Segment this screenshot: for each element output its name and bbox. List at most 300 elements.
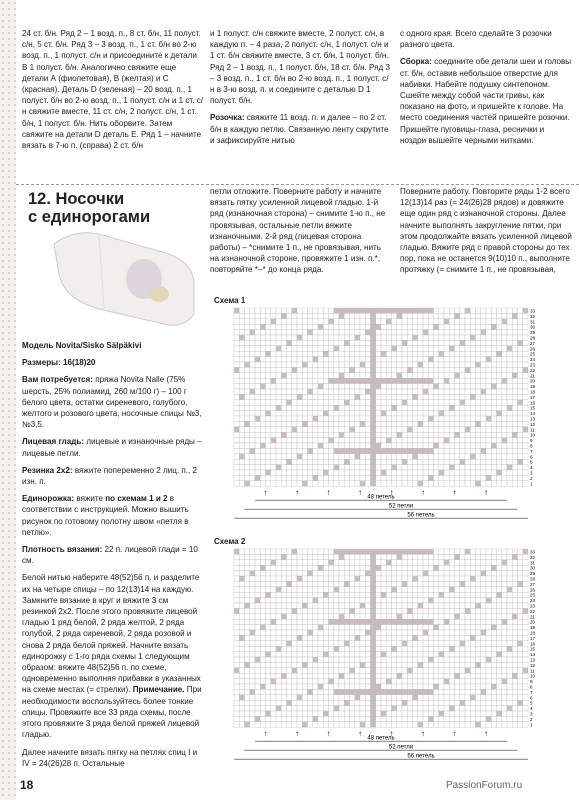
chart-cell	[449, 394, 454, 399]
chart-cell	[455, 549, 460, 554]
chart-cell	[512, 465, 517, 470]
chart-cell	[386, 335, 391, 340]
chart-cell	[381, 662, 386, 667]
chart-cell	[266, 700, 271, 705]
chart-cell	[465, 641, 470, 646]
chart-cell	[239, 635, 244, 640]
chart-cell	[234, 608, 239, 613]
chart-cell	[271, 330, 276, 335]
chart-cell	[318, 427, 323, 432]
chart-cell	[512, 421, 517, 426]
chart-cell	[481, 324, 486, 329]
chart-cell	[302, 465, 307, 470]
chart-cell	[250, 554, 255, 559]
chart-cell	[376, 346, 381, 351]
chart-cell	[234, 700, 239, 705]
label: Плотность вязания:	[22, 545, 103, 555]
chart-cell	[323, 308, 328, 313]
row-number: 32	[530, 554, 536, 560]
chart-cell	[507, 346, 512, 351]
chart-cell	[470, 662, 475, 667]
chart-cell	[507, 470, 512, 475]
chart-cell	[497, 351, 502, 356]
chart-cell	[512, 416, 517, 421]
chart-cell	[449, 625, 454, 630]
chart-cell	[397, 335, 402, 340]
chart-cell	[444, 308, 449, 313]
chart-cell	[292, 673, 297, 678]
chart-cell	[523, 695, 528, 700]
chart-cell	[260, 630, 265, 635]
chart-cell	[234, 652, 239, 657]
chart-cell	[255, 470, 260, 475]
chart-cell	[350, 427, 355, 432]
chart-cell	[507, 384, 512, 389]
chart-cell	[250, 389, 255, 394]
chart-cell	[423, 711, 428, 716]
chart-cell	[308, 554, 313, 559]
chart-cell	[486, 565, 491, 570]
chart-cell	[423, 668, 428, 673]
chart-cell	[465, 313, 470, 318]
chart-cell	[344, 416, 349, 421]
chart-cell	[323, 421, 328, 426]
chart-cell	[465, 421, 470, 426]
chart-cell	[365, 324, 370, 329]
chart-cell	[250, 679, 255, 684]
chart-cell	[355, 330, 360, 335]
chart-cell	[386, 448, 391, 453]
chart-cell	[507, 335, 512, 340]
chart-cell	[381, 448, 386, 453]
chart-cell	[302, 411, 307, 416]
chart-cell	[518, 432, 523, 437]
chart-cell	[350, 367, 355, 372]
chart-cell	[455, 646, 460, 651]
chart-cell	[302, 475, 307, 480]
chart-cell	[486, 587, 491, 592]
chart-cell	[371, 459, 376, 464]
chart-cell	[413, 571, 418, 576]
chart-cell	[397, 465, 402, 470]
chart-cell	[292, 587, 297, 592]
chart-cell	[297, 608, 302, 613]
chart-cell	[271, 335, 276, 340]
chart-cell	[350, 394, 355, 399]
row-number: 33	[530, 549, 536, 555]
chart-cell	[360, 313, 365, 318]
chart-cell	[407, 630, 412, 635]
chart-cell	[386, 405, 391, 410]
chart-cell	[423, 598, 428, 603]
chart-cell	[481, 313, 486, 318]
chart-cell	[250, 346, 255, 351]
chart-cell	[439, 722, 444, 727]
chart-cell	[465, 459, 470, 464]
chart-cell	[318, 684, 323, 689]
chart-cell	[407, 625, 412, 630]
chart-cell	[339, 346, 344, 351]
chart-cell	[413, 630, 418, 635]
chart-cell	[523, 565, 528, 570]
chart-cell	[334, 362, 339, 367]
chart-cell	[281, 554, 286, 559]
chart-cell	[239, 695, 244, 700]
chart-cell	[302, 421, 307, 426]
chart-cell	[470, 679, 475, 684]
row-number: 8	[530, 684, 533, 690]
chart-cell	[418, 384, 423, 389]
chart-cell	[281, 668, 286, 673]
chart-cell	[491, 576, 496, 581]
chart-cell	[476, 571, 481, 576]
chart-cell	[481, 646, 486, 651]
chart-cell	[444, 625, 449, 630]
chart-cell	[392, 625, 397, 630]
chart-cell	[271, 652, 276, 657]
chart-cell	[323, 330, 328, 335]
chart-cell	[449, 421, 454, 426]
chart-cell	[470, 438, 475, 443]
chart-cell	[486, 324, 491, 329]
chart-cell	[376, 657, 381, 662]
chart-cell	[329, 592, 334, 597]
chart-cell	[392, 581, 397, 586]
chart-cell	[470, 427, 475, 432]
chart-cell	[334, 351, 339, 356]
chart-cell	[460, 706, 465, 711]
chart-cell	[439, 475, 444, 480]
chart-cell	[428, 571, 433, 576]
row-number: 24	[530, 598, 536, 604]
chart-cell	[502, 619, 507, 624]
chart-cell	[297, 459, 302, 464]
chart-cell	[512, 635, 517, 640]
chart-cell	[234, 598, 239, 603]
chart-cell	[470, 614, 475, 619]
main-paragraph	[22, 572, 204, 740]
chart-cell	[344, 459, 349, 464]
chart-cell	[287, 308, 292, 313]
chart-cell	[481, 481, 486, 486]
chart-cell	[287, 619, 292, 624]
chart-cell	[465, 351, 470, 356]
chart-cell	[329, 405, 334, 410]
chart-cell	[350, 416, 355, 421]
chart-cell	[428, 668, 433, 673]
chart-cell	[491, 716, 496, 721]
chart-cell	[344, 554, 349, 559]
chart-cell	[386, 454, 391, 459]
chart-cell	[318, 549, 323, 554]
chart-cell	[292, 560, 297, 565]
chart-cell	[428, 716, 433, 721]
chart-cell	[507, 367, 512, 372]
chart-cell	[486, 711, 491, 716]
chart-cell	[371, 549, 376, 554]
chart-cell	[402, 324, 407, 329]
chart-cell	[371, 481, 376, 486]
chart-cell	[512, 324, 517, 329]
chart-cell	[308, 319, 313, 324]
chart-cell	[355, 700, 360, 705]
chart-cell	[260, 319, 265, 324]
chart-cell	[444, 411, 449, 416]
chart-cell	[266, 459, 271, 464]
chart-cell	[329, 576, 334, 581]
chart-cell	[329, 695, 334, 700]
chart-cell	[444, 668, 449, 673]
chart-cell	[234, 695, 239, 700]
chart-cell	[407, 465, 412, 470]
chart-cell	[365, 319, 370, 324]
chart-cell	[234, 619, 239, 624]
chart-cell	[355, 689, 360, 694]
chart-cell	[297, 308, 302, 313]
chart-cell	[507, 432, 512, 437]
chart-cell	[276, 722, 281, 727]
chart-cell	[423, 481, 428, 486]
chart-cell	[444, 641, 449, 646]
chart-cell	[376, 308, 381, 313]
chart-cell	[239, 706, 244, 711]
chart-cell	[423, 635, 428, 640]
chart-cell	[365, 652, 370, 657]
chart-cell	[292, 722, 297, 727]
chart-cell	[339, 481, 344, 486]
chart-cell	[365, 576, 370, 581]
chart-cell	[250, 308, 255, 313]
chart-cell	[329, 619, 334, 624]
chart-cell	[386, 411, 391, 416]
chart-cell	[518, 646, 523, 651]
chart-cell	[434, 700, 439, 705]
chart-cell	[355, 432, 360, 437]
chart-cell	[470, 394, 475, 399]
chart-cell	[329, 481, 334, 486]
chart-cell	[476, 641, 481, 646]
chart-cell	[523, 319, 528, 324]
chart-cell	[439, 378, 444, 383]
chart-cell	[313, 357, 318, 362]
chart-cell	[386, 641, 391, 646]
chart-cell	[413, 679, 418, 684]
chart-cell	[465, 635, 470, 640]
chart-cell	[418, 684, 423, 689]
chart-cell	[402, 432, 407, 437]
chart-cell	[239, 384, 244, 389]
chart-cell	[439, 646, 444, 651]
chart-cell	[297, 351, 302, 356]
chart-cell	[271, 722, 276, 727]
chart-cell	[371, 416, 376, 421]
chart-cell	[465, 438, 470, 443]
chart-cell	[250, 351, 255, 356]
chart-cell	[486, 652, 491, 657]
chart-cell	[260, 459, 265, 464]
chart-cell	[439, 346, 444, 351]
chart-cell	[360, 619, 365, 624]
chart-cell	[234, 581, 239, 586]
chart-cell	[334, 432, 339, 437]
chart-cell	[239, 443, 244, 448]
chart-cell	[255, 684, 260, 689]
chart-cell	[318, 716, 323, 721]
chart-cell	[271, 695, 276, 700]
row-number: 12	[530, 421, 536, 427]
chart-cell	[329, 706, 334, 711]
chart-cell	[507, 351, 512, 356]
chart-cell	[397, 614, 402, 619]
chart-cell	[376, 411, 381, 416]
chart-cell	[334, 684, 339, 689]
chart-cell	[334, 560, 339, 565]
chart-cell	[323, 598, 328, 603]
chart-cell	[323, 603, 328, 608]
chart-cell	[323, 619, 328, 624]
chart-cell	[439, 362, 444, 367]
chart-cell	[355, 384, 360, 389]
chart-cell	[302, 592, 307, 597]
chart-cell	[250, 592, 255, 597]
chart-cell	[360, 443, 365, 448]
row-number: 15	[530, 405, 536, 411]
chart-cell	[476, 587, 481, 592]
chart-cell	[281, 438, 286, 443]
chart-cell	[297, 630, 302, 635]
chart-cell	[455, 603, 460, 608]
width-label: 52 петли	[388, 744, 414, 751]
chart-cell	[245, 427, 250, 432]
row-number: 13	[530, 657, 536, 663]
chart-cell	[497, 635, 502, 640]
chart-cell	[502, 560, 507, 565]
chart-cell	[245, 324, 250, 329]
chart-cell	[376, 421, 381, 426]
chart-cell	[302, 614, 307, 619]
chart-cell	[476, 340, 481, 345]
chart-cell	[512, 662, 517, 667]
chart-cell	[371, 411, 376, 416]
chart-cell	[292, 373, 297, 378]
chart-cell	[397, 459, 402, 464]
chart-cell	[239, 662, 244, 667]
chart-cell	[418, 711, 423, 716]
row-number: 14	[530, 652, 536, 658]
chart-cell	[239, 405, 244, 410]
chart-cell	[460, 630, 465, 635]
chart-cell	[365, 668, 370, 673]
chart-cell	[444, 324, 449, 329]
chart-cell	[245, 443, 250, 448]
chart-cell	[276, 684, 281, 689]
chart-cell	[497, 711, 502, 716]
chart-cell	[297, 662, 302, 667]
chart-cell	[260, 351, 265, 356]
chart-cell	[313, 625, 318, 630]
chart-cell	[381, 716, 386, 721]
chart-cell	[418, 668, 423, 673]
chart-cell	[323, 465, 328, 470]
chart-cell	[266, 346, 271, 351]
chart-cell	[381, 394, 386, 399]
chart-cell	[491, 405, 496, 410]
chart-cell	[266, 313, 271, 318]
chart-cell	[271, 340, 276, 345]
chart-cell	[245, 603, 250, 608]
chart-cell	[397, 319, 402, 324]
chart-cell	[318, 706, 323, 711]
chart-cell	[250, 432, 255, 437]
chart-cell	[245, 378, 250, 383]
chart-cell	[402, 405, 407, 410]
chart-cell	[449, 619, 454, 624]
chart-cell	[281, 319, 286, 324]
chart-cell	[402, 657, 407, 662]
chart-cell	[449, 427, 454, 432]
chart-cell	[245, 630, 250, 635]
chart-cell	[234, 571, 239, 576]
chart-cell	[313, 459, 318, 464]
chart-cell	[397, 668, 402, 673]
chart-cell	[476, 684, 481, 689]
chart-cell	[371, 454, 376, 459]
chart-cell	[497, 549, 502, 554]
chart-cell	[323, 608, 328, 613]
chart-cell	[323, 362, 328, 367]
chart-cell	[518, 668, 523, 673]
chart-cell	[365, 470, 370, 475]
chart-cell	[234, 459, 239, 464]
chart-cell	[481, 673, 486, 678]
chart-cell	[376, 324, 381, 329]
chart-cell	[250, 465, 255, 470]
chart-cell	[460, 416, 465, 421]
chart-cell	[323, 459, 328, 464]
chart-cell	[329, 351, 334, 356]
chart-cell	[423, 689, 428, 694]
chart-cell	[449, 554, 454, 559]
chart-cell	[481, 438, 486, 443]
chart-cell	[250, 657, 255, 662]
chart-cell	[460, 465, 465, 470]
chart-cell	[402, 598, 407, 603]
chart-cell	[407, 394, 412, 399]
chart-cell	[470, 571, 475, 576]
chart-cell	[344, 549, 349, 554]
chart-cell	[376, 652, 381, 657]
chart-cell	[413, 475, 418, 480]
chart-cell	[470, 421, 475, 426]
chart-cell	[476, 384, 481, 389]
chart-cell	[271, 603, 276, 608]
chart-cell	[323, 700, 328, 705]
chart-cell	[518, 481, 523, 486]
chart-cell	[455, 641, 460, 646]
chart-cell	[276, 475, 281, 480]
chart-cell	[392, 438, 397, 443]
chart-cell	[455, 324, 460, 329]
chart-cell	[444, 673, 449, 678]
chart-cell	[449, 319, 454, 324]
chart-cell	[271, 571, 276, 576]
chart-cell	[287, 711, 292, 716]
chart-cell	[439, 432, 444, 437]
chart-cell	[402, 351, 407, 356]
chart-cell	[302, 330, 307, 335]
chart-cell	[512, 695, 517, 700]
chart-cell	[371, 625, 376, 630]
